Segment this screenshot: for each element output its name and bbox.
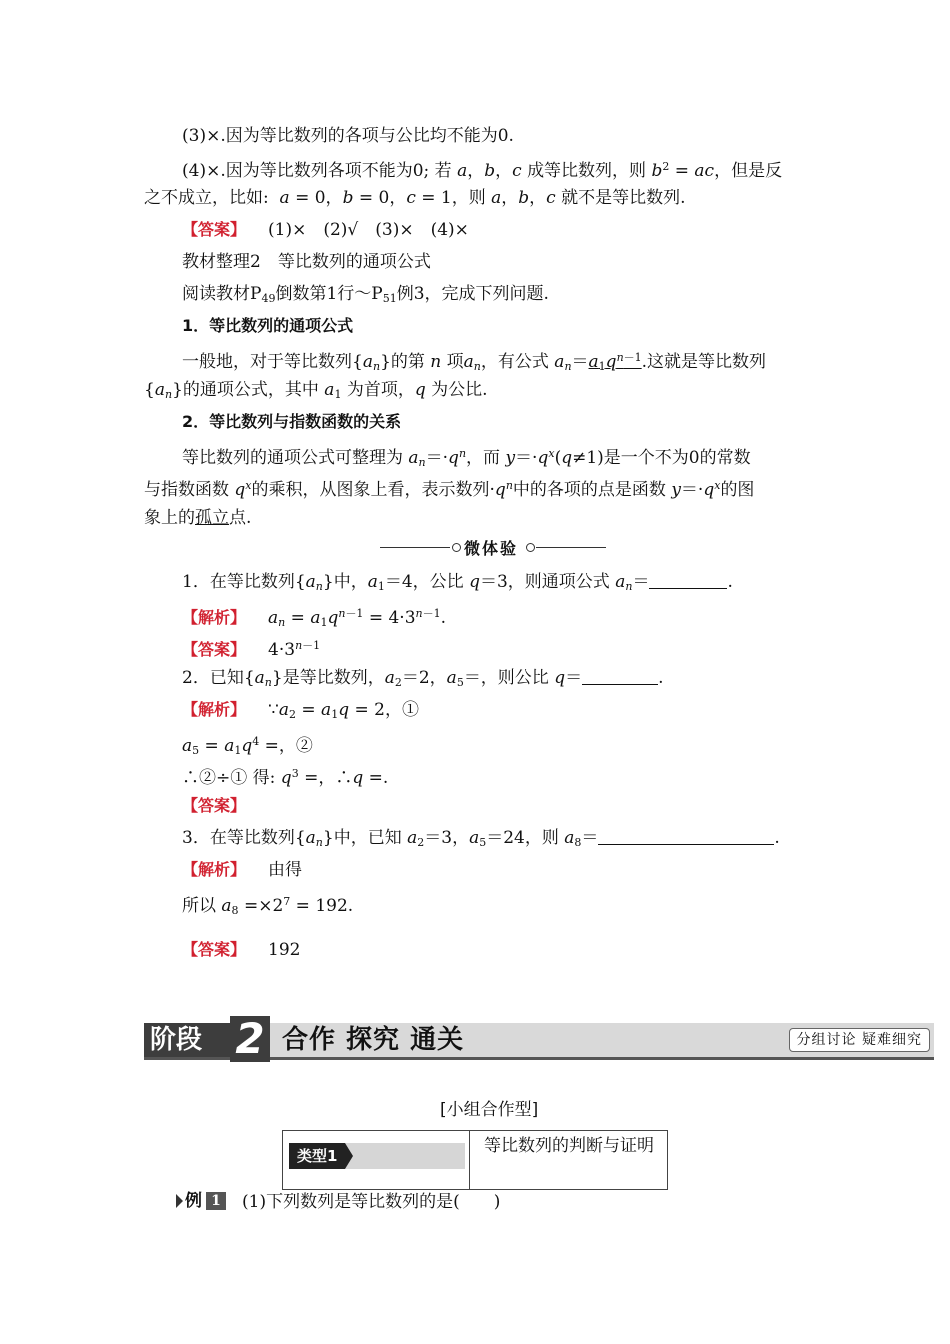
type-title: 等比数列的判断与证明 [484, 1136, 654, 1156]
text-line: 象上的孤立点. [144, 508, 252, 528]
stage-title: 合作 探究 通关 [282, 1025, 465, 1055]
stage-tag: 分组讨论 疑难细究 [789, 1028, 930, 1052]
text-line: 之不成立，比如: a = 0，b = 0，c = 1，则 a，b，c 就不是等比数列. [144, 188, 686, 208]
answer-line: 【答案】 192 [182, 940, 301, 960]
stage-number: 2 [230, 1016, 270, 1062]
triangle-icon [176, 1194, 183, 1208]
text-line: ∴②÷① 得: $q^3$ =，∴q =. [182, 767, 389, 788]
example-label: 例 [185, 1191, 202, 1211]
answer-line: 【答案】 $4\cdot 3^{n-1}$ [182, 639, 321, 660]
analysis-line: 【解析】 $\because a_2 = a_1q = 2$，① [182, 700, 419, 721]
type-box [282, 1130, 668, 1190]
example-text: (1)下列数列是等比数列的是( ) [242, 1192, 501, 1212]
section-title: 教材整理2 等比数列的通项公式 [182, 252, 431, 272]
group-type-title: [小组合作型] [440, 1100, 539, 1120]
answer-line: 【答案】 (1)× (2)√ (3)× (4)× [182, 220, 469, 240]
question: 1．在等比数列$\{a_n\}$中，$a_1=4$，公比 q＝3，则通项公式 $a_n=$ . [182, 572, 733, 593]
text-line: 一般地，对于等比数列$\{a_n\}$的第 n 项$a_n$，有公式 $a_n=a_1q^{n-1}$.这就是等比数列 [182, 351, 767, 373]
text-line: 阅读教材$P_{49}$倒数第1行$\sim P_{51}$例3，完成下列问题. [182, 284, 549, 305]
type-label: 类型1 [289, 1143, 345, 1169]
stage-banner [144, 1014, 934, 1063]
type-arrow-icon [345, 1143, 353, 1169]
analysis-line: 【解析】 由得 [182, 860, 303, 880]
heading: 1．等比数列的通项公式 [182, 316, 354, 335]
section-divider [380, 536, 606, 560]
text-line: 与指数函数 $q^x$的乘积，从图象上看，表示数列$\cdot q^n$中的各项的点是函数 $y=\cdot q^x$的图 [144, 479, 755, 500]
stage-label: 阶段 [144, 1023, 230, 1057]
divider-title: 微体验 [464, 539, 519, 558]
analysis-line: 【解析】 $a_n = a_1q^{n-1} = 4\cdot 3^{n-1}$. [182, 607, 447, 629]
text-line: 等比数列的通项公式可整理为 $a_n=\cdot q^n$，而 $y=\cdot q^x(q\ne 1)$是一个不为0的常数 [182, 447, 751, 469]
question: 3．在等比数列$\{a_n\}$中，已知 $a_2=3$，$a_5=24$，则 $a_8=$ . [182, 828, 780, 849]
text-line: (4)×.因为等比数列各项不能为0; 若 a，b，c 成等比数列，则 $b^2$ = ac，但是反 [182, 160, 783, 181]
example-number: 1 [206, 1192, 226, 1210]
text-line: $a_5 = a_1q^4$ =，② [182, 735, 313, 757]
question: 2．已知$\{a_n\}$是等比数列，$a_2=2$，$a_5=$，则公比 q＝ . [182, 668, 664, 689]
text-line: $\{a_n\}$的通项公式，其中 $a_1$ 为首项，q 为公比. [144, 380, 488, 401]
answer-tag: 【答案】 [182, 220, 247, 239]
heading: 2．等比数列与指数函数的关系 [182, 412, 402, 431]
text-line: 所以 $a_8 =\times 2^7 = 192$. [182, 895, 354, 917]
text-line: (3)×.因为等比数列的各项与公比均不能为0. [182, 126, 514, 146]
answer-line: 【答案】 [182, 796, 247, 815]
